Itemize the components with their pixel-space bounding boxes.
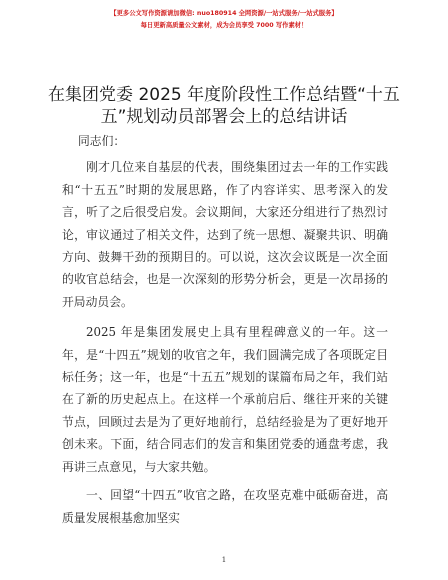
promo-banner-line2: 每日更新高质量公文素材，成为会员享受 7000 写作素材！ — [140, 22, 308, 29]
page-number: 1 — [221, 556, 227, 564]
greeting: 同志们： — [78, 134, 126, 148]
promo-banner — [0, 8, 448, 32]
section-heading: 一、回望“十四五”收官之路，在攻坚克难中砥砺奋进，高质量发展根基愈加坚实 — [62, 488, 388, 525]
document-body — [62, 130, 388, 529]
document-title: 在集团党委 2025 年度阶段性工作总结暨“十五五”规划动员部署会上的总结讲话 — [48, 85, 400, 127]
promo-banner-line1: 【更多公文写作资源请加微信: nuo180914 全网资源/一站式服务/一站式服务】 — [110, 10, 338, 17]
body-paragraph-1: 刚才几位来自基层的代表，围绕集团过去一年的工作实践和“十五五”时期的发展思路，作了内容详实、思考深入的发言，听了之后很受启发。会议期间，大家还分组进行了热烈讨论，审议通过了相关文件，达到了统一思想、凝聚共识、明确方向、鼓舞干劲的预期目的。可以说，这次会议既是一次全面的收官总结会，也是一次深刻的形势分析会，更是一次昂扬的开局动员会。 — [62, 160, 388, 309]
body-paragraph-2: 2025 年是集团发展史上具有里程碑意义的一年。这一年，是“十四五”规划的收官之年，我们圆满完成了各项既定目标任务；这一年，也是“十五五”规划的谋篇布局之年，我们站在了新的历史起点上。在这样一个承前启后、继往开来的关键节点，回顾过去是为了更好地前行，总结经验是为了更好地开创未来。下面，结合同志们的发言和集团党委的通盘考虑，我再讲三点意见，与大家共勉。 — [62, 325, 388, 474]
